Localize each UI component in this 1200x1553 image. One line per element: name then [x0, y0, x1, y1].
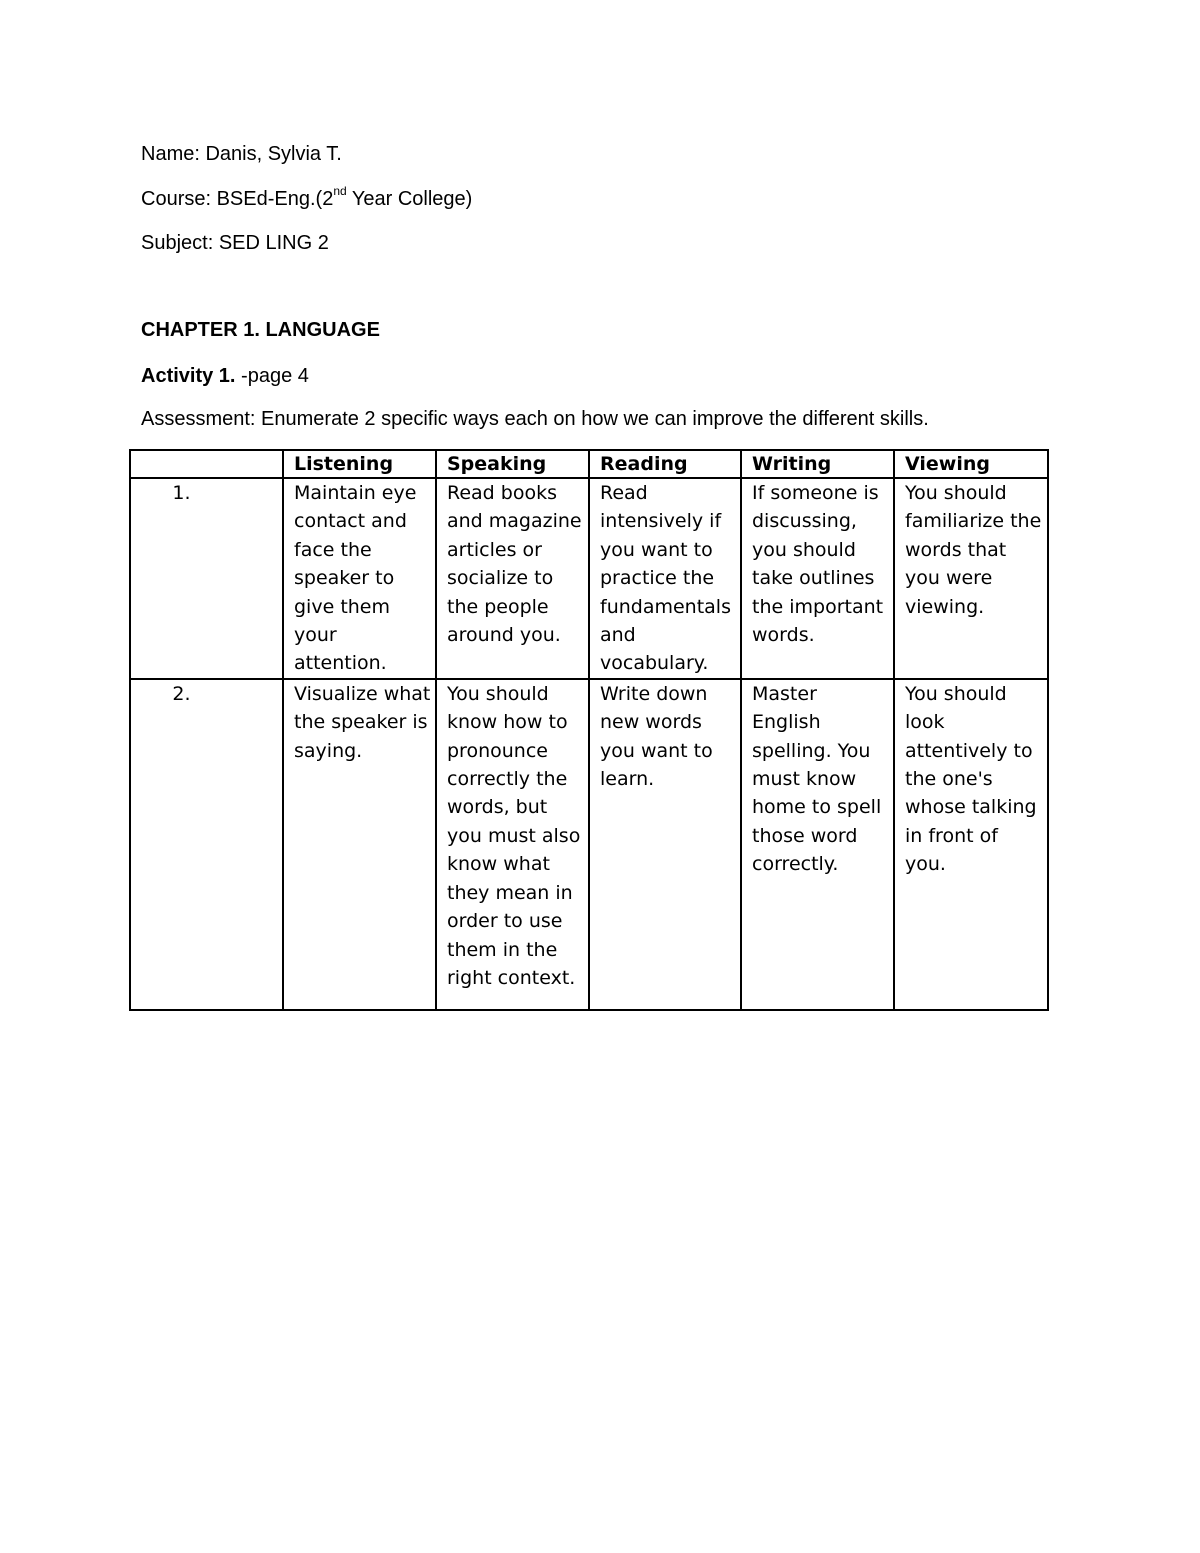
cell-speaking: Read books and magazine articles or socialize to the people around you.: [436, 478, 589, 679]
cell-listening: Maintain eye contact and face the speaker to give them your attention.: [283, 478, 436, 679]
course-line: [141, 184, 473, 211]
course-superscript: nd: [333, 184, 347, 199]
skills-table: [129, 449, 1049, 1011]
course-prefix: Course: BSEd-Eng.(2: [141, 188, 334, 210]
cell-viewing: You should familiarize the words that you were viewing.: [894, 478, 1048, 679]
cell-listening: Visualize what the speaker is saying.: [283, 679, 436, 1010]
student-name: Name: Danis, Sylvia T.: [141, 143, 342, 165]
activity-line: [141, 364, 309, 388]
header-cell-viewing: Viewing: [894, 450, 1048, 478]
header-cell-number: [130, 450, 283, 478]
cell-reading: Write down new words you want to learn.: [589, 679, 741, 1010]
table-row: [130, 679, 1048, 1010]
subject-line: Subject: SED LING 2: [141, 232, 329, 254]
chapter-title: CHAPTER 1. LANGUAGE: [141, 319, 380, 341]
cell-reading: Read intensively if you want to practice the fundamentals and vocabulary.: [589, 478, 741, 679]
row-number: 2.: [130, 679, 283, 1010]
activity-page-ref: -page 4: [235, 365, 309, 387]
header-cell-writing: Writing: [741, 450, 894, 478]
row-number: 1.: [130, 478, 283, 679]
course-suffix: Year College): [346, 188, 473, 210]
header-cell-speaking: Speaking: [436, 450, 589, 478]
cell-writing: If someone is discussing, you should take outlines the important words.: [741, 478, 894, 679]
table-row: [130, 478, 1048, 679]
header-cell-listening: Listening: [283, 450, 436, 478]
header-cell-reading: Reading: [589, 450, 741, 478]
assessment-instruction: Assessment: Enumerate 2 specific ways each on how we can improve the different skills.: [141, 408, 929, 430]
table-header-row: [130, 450, 1048, 478]
cell-viewing: You should look attentively to the one's whose talking in front of you.: [894, 679, 1048, 1010]
activity-label: Activity 1.: [141, 365, 236, 387]
cell-writing: Master English spelling. You must know home to spell those word correctly.: [741, 679, 894, 1010]
cell-speaking: You should know how to pronounce correctly the words, but you must also know what they mean in order to use them in the right context.: [436, 679, 589, 1010]
